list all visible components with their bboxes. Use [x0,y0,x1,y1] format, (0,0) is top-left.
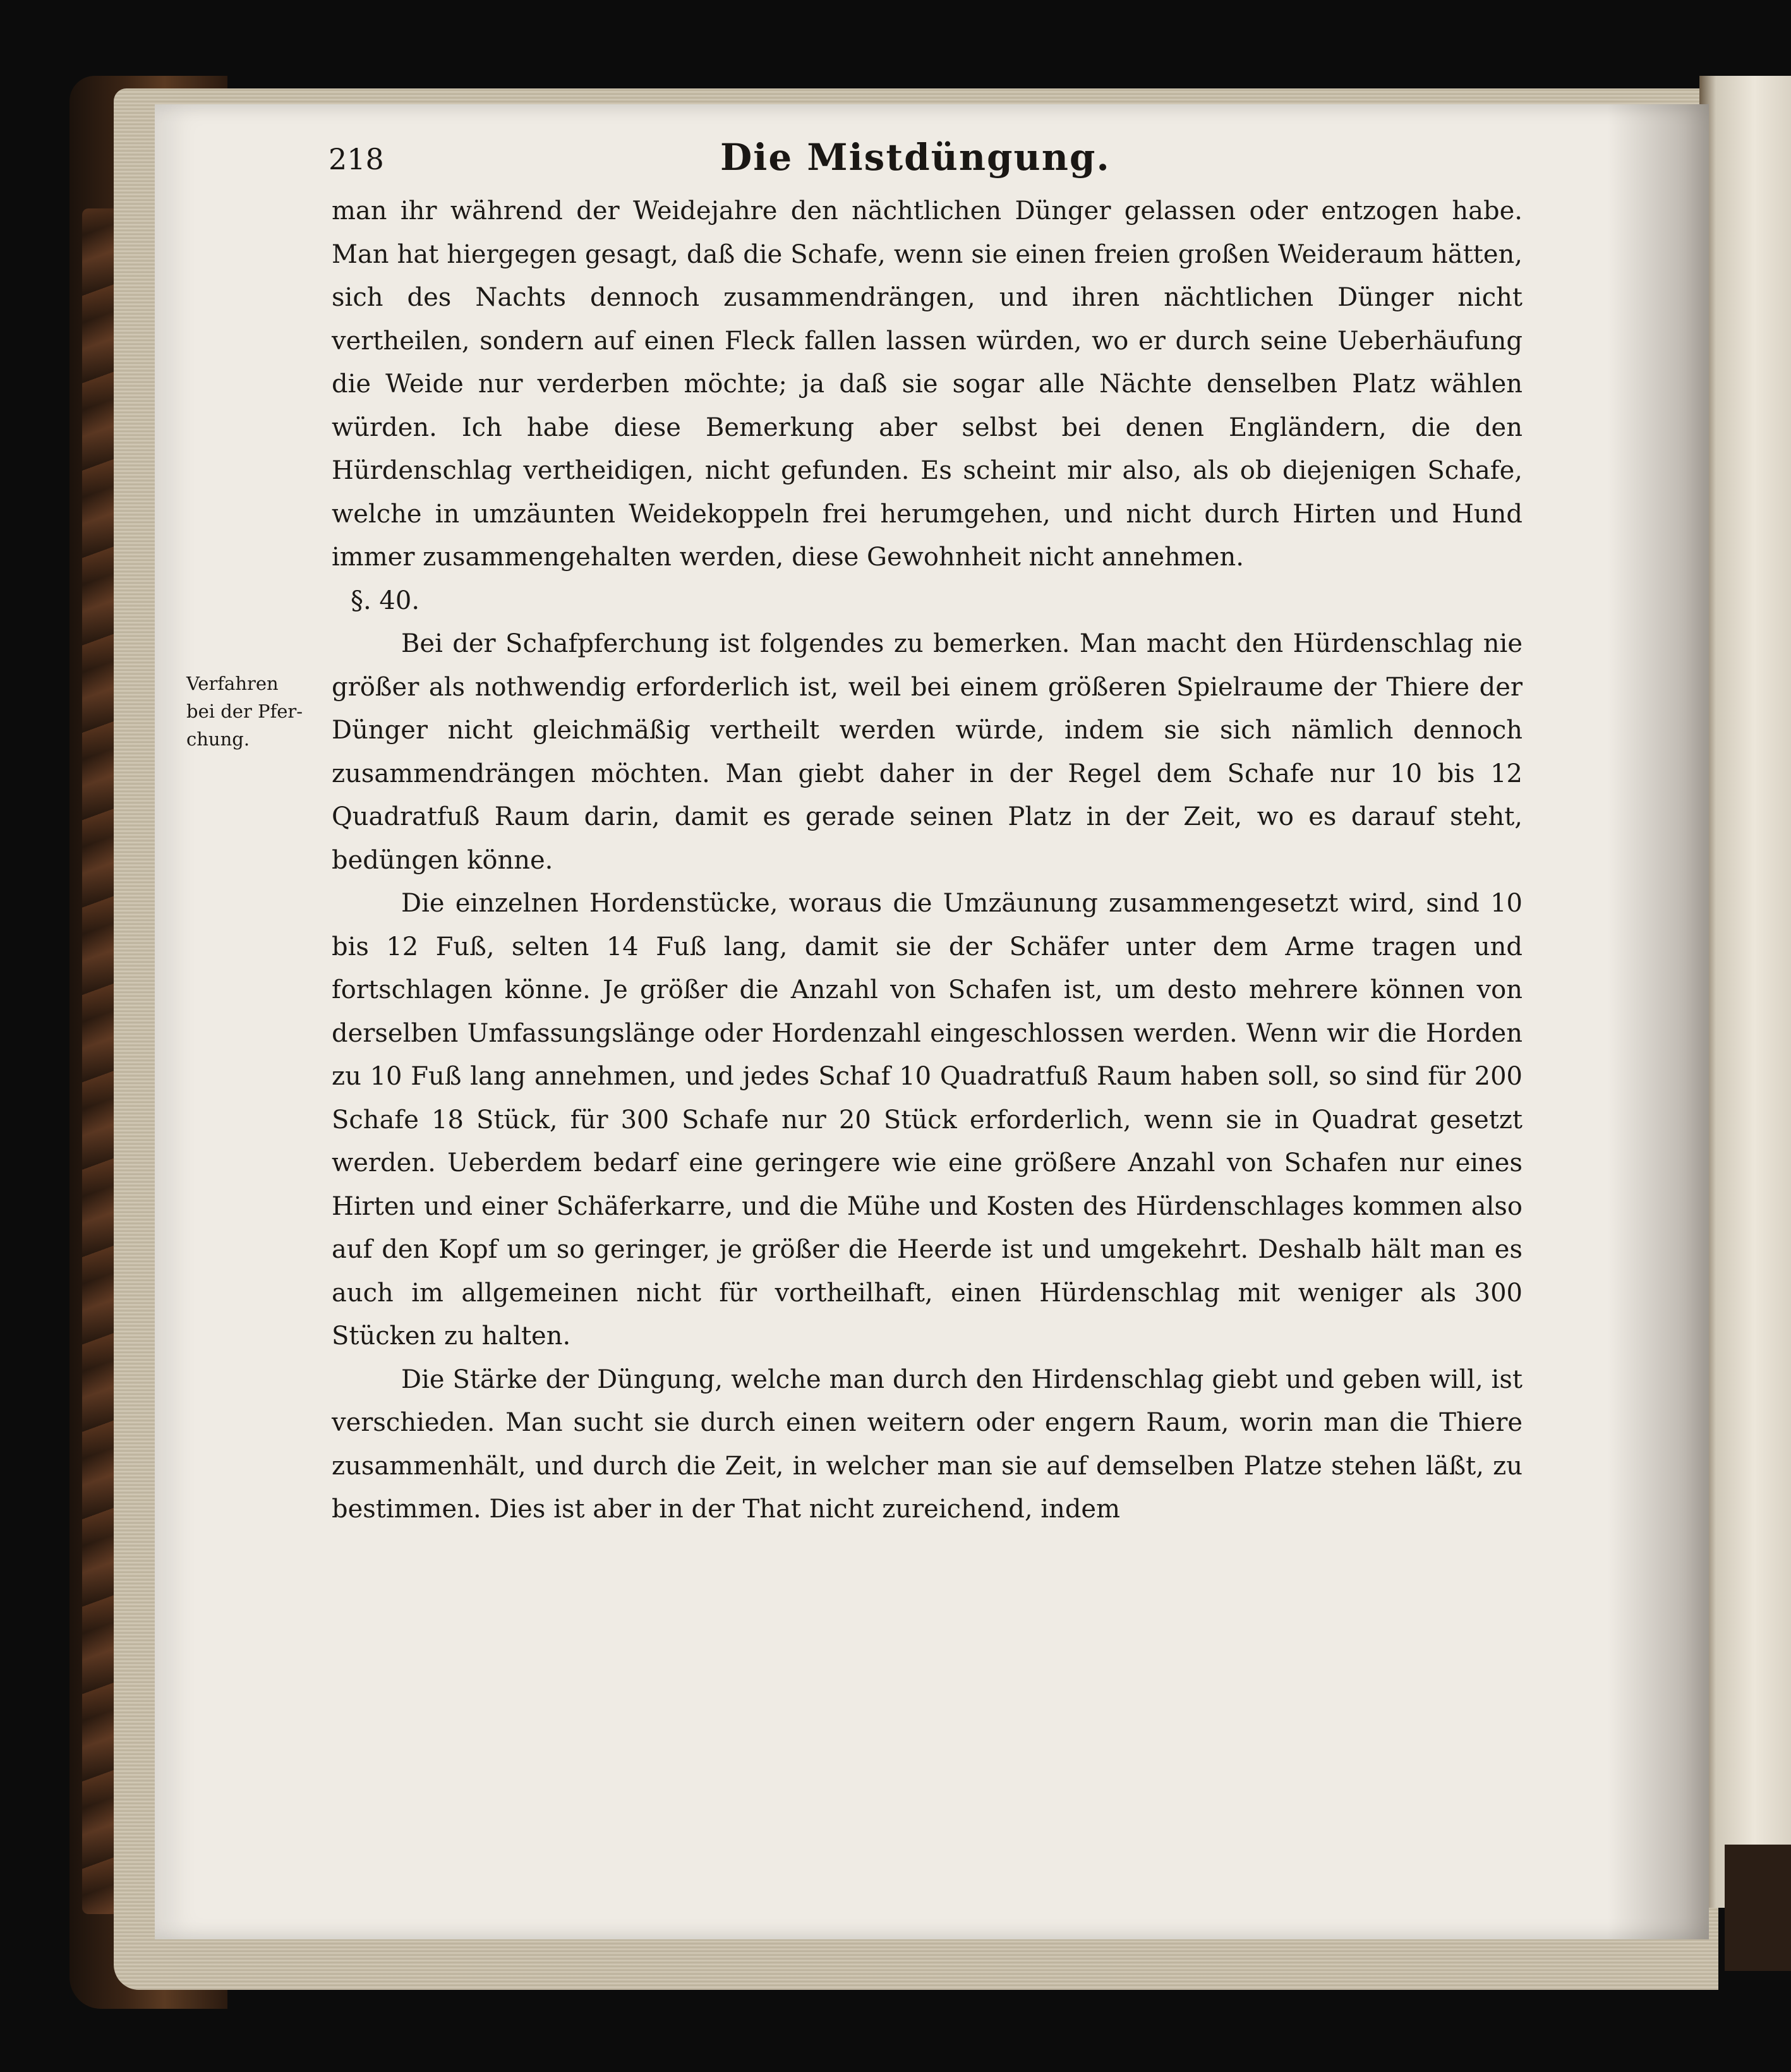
gutter-shadow [1608,104,1709,1939]
page-number: 218 [329,142,384,176]
marginal-note: Verfahren bei der Pfer- chung. [186,673,303,750]
facing-page-edge [1699,76,1791,1908]
paragraph-continuation: man ihr während der Weidejahre den nächtlichen Dünger gelassen oder entzogen habe. Man hat hiergegen gesagt, daß die Schafe, wenn sie einen freien großen Weideraum hätten, sich des Nachts dennoch zusammendrängen, und ihren nächtlichen Dünger nicht vertheilen, sondern auf einen Fleck fallen lassen würden, wo er durch seine Ueberhäufung die Weide nur verderben möchte; ja daß sie sogar alle Nächte denselben Platz wählen würden. Ich habe diese Bemerkung aber selbst bei denen Engländern, die den Hürdenschlag vertheidigen, nicht gefunden. Es scheint mir also, als ob diejenigen Schafe, welche in umzäunten Weidekoppeln frei herumgehen, und nicht durch Hirten und Hund immer zusammengehalten werden, diese Gewohnheit nicht annehmen. [332,196,1523,572]
section-heading: §. 40. [351,586,420,615]
running-title: Die Mistdüngung. [720,136,1111,179]
running-head [329,136,1301,186]
paragraph: Die einzelnen Hordenstücke, woraus die Umzäunung zusammengesetzt wird, sind 10 bis 12 Fuß, selten 14 Fuß lang, damit sie der Schäfer unter dem Arme tragen und fortschlagen könne. Je größer die Anzahl von Schafen ist, um desto mehrere können von derselben Umfassungslänge oder Hordenzahl eingeschlossen werden. Wenn wir die Horden zu 10 Fuß lang annehmen, und jedes Schaf 10 Quadratfuß Raum haben soll, so sind für 200 Schafe 18 Stück, für 300 Schafe nur 20 Stück erforderlich, wenn sie in Quadrat gesetzt werden. Ueberdem bedarf eine geringere wie eine größere Anzahl von Schafen nur eines Hirten und einer Schäferkarre, und die Mühe und Kosten des Hürdenschlages kommen also auf den Kopf um so geringer, je größer die Heerde ist und umgekehrt. Deshalb hält man es auch im allgemeinen nicht für vortheilhaft, einen Hürdenschlag mit weniger als 300 Stücken zu halten. [332,889,1523,1351]
book-cover-right [1725,1845,1791,1971]
body-text [332,190,1523,1531]
paragraph: Die Stärke der Düngung, welche man durch den Hirdenschlag giebt und geben will, ist verschieden. Man sucht sie durch einen weitern oder engern Raum, worin man die Thiere zusammenhält, und durch die Zeit, in welcher man sie auf demselben Platze stehen läßt, zu bestimmen. Dies ist aber in der That nicht zureichend, indem [332,1364,1523,1524]
paragraph: Bei der Schafpferchung ist folgendes zu bemerken. Man macht den Hürdenschlag nie größer als nothwendig erforderlich ist, weil bei einem größeren Spielraume der Thiere der Dünger nicht gleichmäßig vertheilt werden würde, indem sie sich nämlich dennoch zusammendrängen möchten. Man giebt daher in der Regel dem Schafe nur 10 bis 12 Quadratfuß Raum darin, damit es gerade seinen Platz in der Zeit, wo es darauf steht, bedüngen könne. [332,629,1523,875]
